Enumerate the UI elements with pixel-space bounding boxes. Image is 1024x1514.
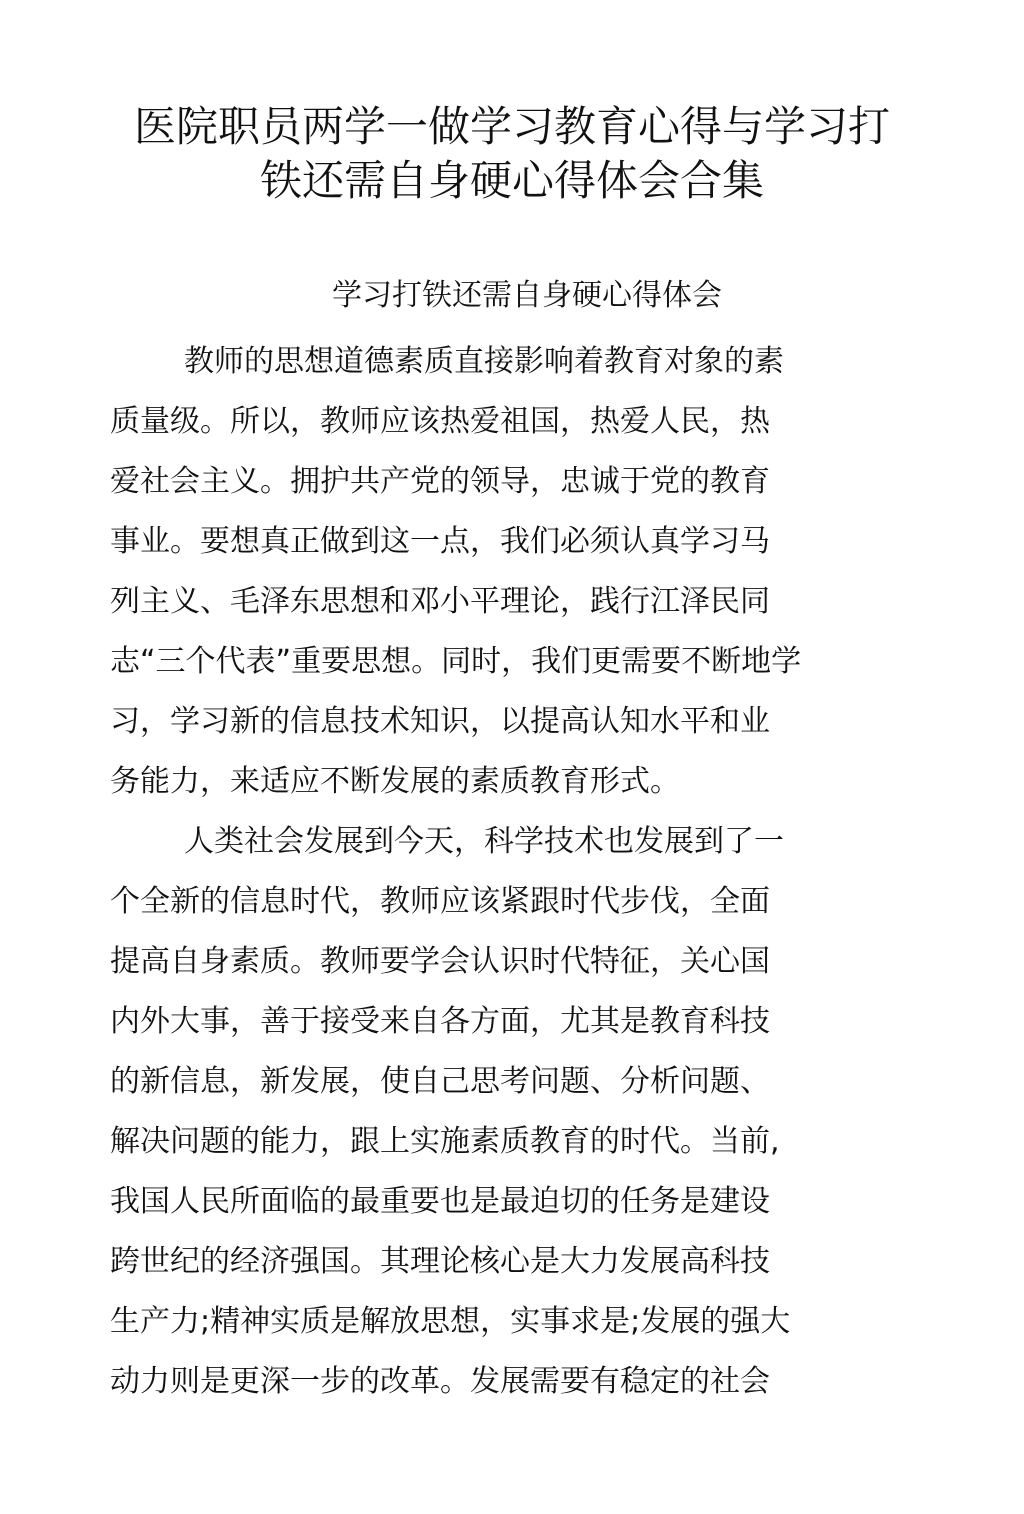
text-line: 事业。要想真正做到这一点，我们必须认真学习马 bbox=[110, 524, 770, 559]
body-text bbox=[110, 332, 910, 1412]
text-line: 的新信息，新发展，使自己思考问题、分析问题、 bbox=[110, 1064, 770, 1099]
text-line: 习，学习新的信息技术知识，以提高认知水平和业 bbox=[110, 704, 770, 739]
text-line: 生产力;精神实质是解放思想，实事求是;发展的强大 bbox=[110, 1304, 791, 1339]
text-line: 列主义、毛泽东思想和邓小平理论，践行江泽民同 bbox=[110, 584, 770, 619]
text-line: 爱社会主义。拥护共产党的领导，忠诚于党的教育 bbox=[110, 464, 770, 499]
text-line: 个全新的信息时代，教师应该紧跟时代步伐，全面 bbox=[110, 884, 770, 919]
text-line: 志“三个代表”重要思想。同时，我们更需要不断地学 bbox=[110, 644, 802, 679]
text-line: 教师的思想道德素质直接影响着教育对象的素 bbox=[184, 344, 784, 379]
text-line: 内外大事，善于接受来自各方面，尤其是教育科技 bbox=[110, 1004, 770, 1039]
text-line: 提高自身素质。教师要学会认识时代特征，关心国 bbox=[110, 944, 770, 979]
text-line: 我国人民所面临的最重要也是最迫切的任务是建设 bbox=[110, 1184, 770, 1219]
text-line: 质量级。所以，教师应该热爱祖国，热爱人民，热 bbox=[110, 404, 770, 439]
text-line: 务能力，来适应不断发展的素质教育形式。 bbox=[110, 764, 680, 799]
text-line: 动力则是更深一步的改革。发展需要有稳定的社会 bbox=[110, 1364, 770, 1399]
document-title-line-1: 医院职员两学一做学习教育心得与学习打 bbox=[133, 102, 890, 151]
text-line: 跨世纪的经济强国。其理论核心是大力发展高科技 bbox=[110, 1244, 770, 1279]
section-heading: 学习打铁还需自身硬心得体会 bbox=[332, 278, 722, 313]
text-line: 解决问题的能力，跟上实施素质教育的时代。当前, bbox=[110, 1124, 780, 1159]
document-title-line-2: 铁还需自身硬心得体会合集 bbox=[259, 156, 764, 205]
text-line: 人类社会发展到今天，科学技术也发展到了一 bbox=[184, 824, 784, 859]
